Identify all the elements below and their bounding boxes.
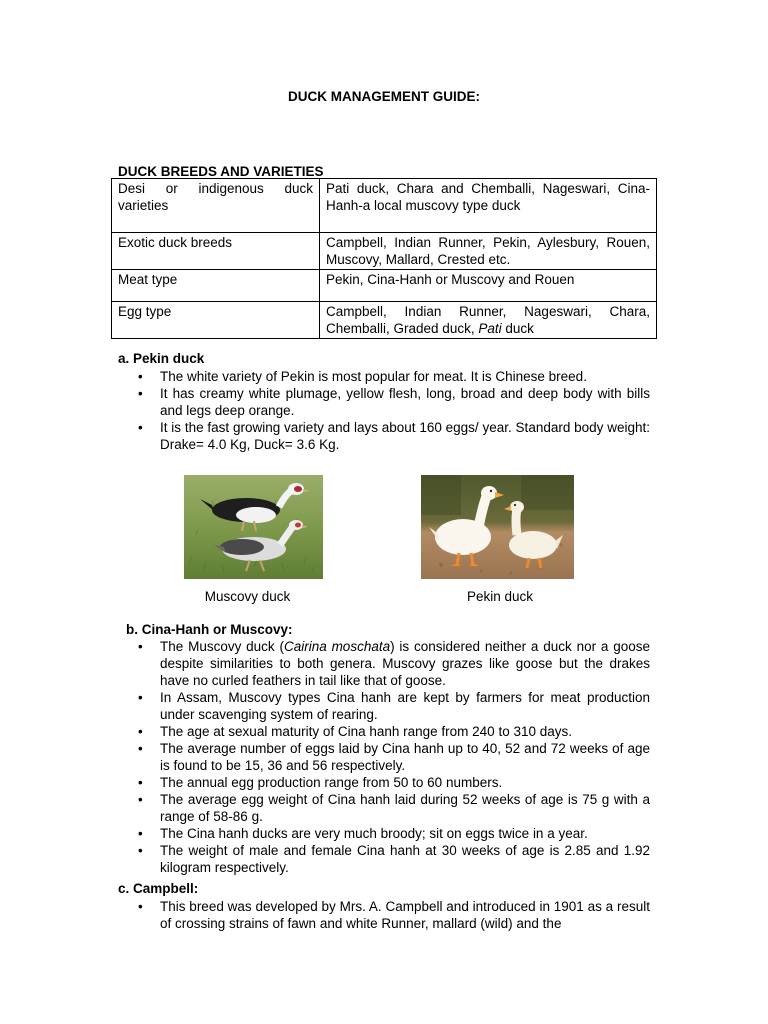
campbell-heading: c. Campbell: [118, 881, 199, 896]
table-cell: Egg type [112, 302, 320, 339]
list-item [160, 638, 650, 689]
table-cell: Exotic duck breeds [112, 233, 320, 270]
pekin-caption: Pekin duck [466, 589, 534, 604]
pekin-heading: a. Pekin duck [118, 351, 205, 366]
table-cell: Desi or indigenous duck varieties [112, 179, 320, 233]
table-cell: Pati duck, Chara and Chemballi, Nageswari, Cina-Hanh-a local muscovy type duck [320, 179, 657, 233]
table-row [112, 179, 657, 233]
table-cell: Pekin, Cina-Hanh or Muscovy and Rouen [320, 270, 657, 302]
table-row [112, 233, 657, 270]
pekin-duck-photo [421, 475, 574, 579]
muscovy-caption: Muscovy duck [204, 589, 291, 604]
item-text-end: ) is considered neither a duck nor a goose despite similarities to both genera. Muscovy grazes like goose but the drakes have no curled feathers in tail like that of goose. [160, 639, 650, 688]
cell-text: Campbell, Indian Runner, Nageswari, Chara, Chemballi, Graded duck, [326, 304, 650, 336]
campbell-list [160, 898, 650, 932]
list-item: • The average egg weight of Cina hanh laid during 52 weeks of age is 75 g with a range of 58-86 g. [160, 791, 650, 825]
table-cell: Meat type [112, 270, 320, 302]
item-text-italic: Cairina moschata [283, 639, 391, 654]
muscovy-duck-photo [184, 475, 323, 579]
muscovy-list [160, 638, 650, 876]
table-cell: Campbell, Indian Runner, Pekin, Aylesbury, Rouen, Muscovy, Mallard, Crested etc. [320, 233, 657, 270]
list-item: • The Cina hanh ducks are very much broody; sit on eggs twice in a year. [160, 825, 650, 842]
pekin-list [160, 368, 650, 453]
list-item: • The white variety of Pekin is most popular for meat. It is Chinese breed. [160, 368, 650, 385]
page-title: DUCK MANAGEMENT GUIDE: [288, 89, 480, 104]
list-item: • This breed was developed by Mrs. A. Campbell and introduced in 1901 as a result of crossing strains of fawn and white Runner, mallard (wild) and the [160, 898, 650, 932]
list-item: • The weight of male and female Cina hanh at 30 weeks of age is 2.85 and 1.92 kilogram respectively. [160, 842, 650, 876]
list-item: • It is the fast growing variety and lays about 160 eggs/ year. Standard body weight: Drake= 4.0 Kg, Duck= 3.6 Kg. [160, 419, 650, 453]
table-row [112, 302, 657, 339]
breeds-table [111, 178, 657, 339]
item-text: The Muscovy duck ( [160, 639, 284, 654]
list-item: • The annual egg production range from 50 to 60 numbers. [160, 774, 650, 791]
table-cell [320, 302, 657, 339]
cell-text-end: duck [501, 321, 534, 336]
muscovy-heading: b. Cina-Hanh or Muscovy: [126, 622, 293, 637]
breeds-heading: DUCK BREEDS AND VARIETIES [118, 164, 324, 179]
list-item: • The age at sexual maturity of Cina hanh range from 240 to 310 days. [160, 723, 650, 740]
cell-text-italic: Pati [478, 321, 502, 336]
list-item: • The average number of eggs laid by Cina hanh up to 40, 52 and 72 weeks of age is found to be 15, 36 and 56 respectively. [160, 740, 650, 774]
table-row [112, 270, 657, 302]
list-item: • In Assam, Muscovy types Cina hanh are kept by farmers for meat production under scavenging system of rearing. [160, 689, 650, 723]
list-item: • It has creamy white plumage, yellow flesh, long, broad and deep body with bills and legs deep orange. [160, 385, 650, 419]
